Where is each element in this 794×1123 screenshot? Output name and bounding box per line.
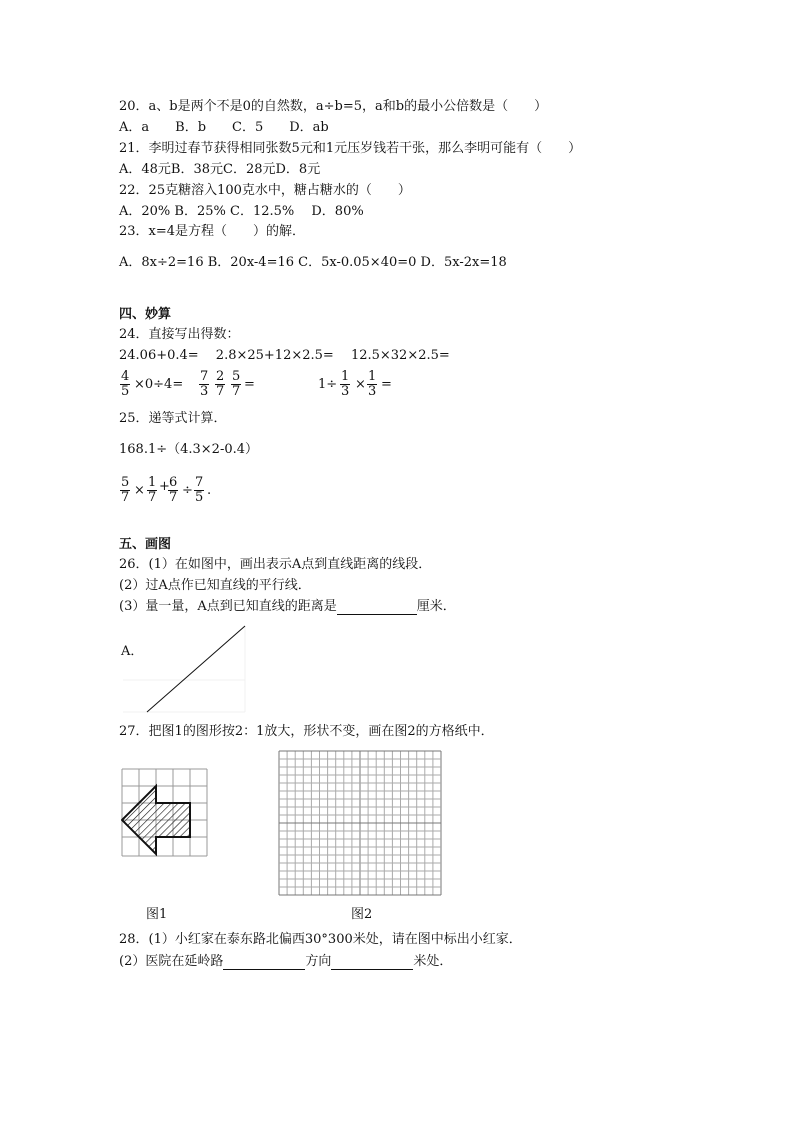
q24-equals-2: = xyxy=(381,377,392,392)
section-4-heading: 四、妙算 xyxy=(119,307,172,322)
q21-stem: 21．李明过春节获得相同张数5元和1元压岁钱若干张，那么李明可能有（ ） xyxy=(119,141,582,156)
arrow-shape xyxy=(122,786,190,854)
q23-options: A．8x÷2=16 B．20x-4=16 C．5x-0.05×40=0 D．5x-2x=18 xyxy=(119,255,507,270)
figure-1-caption: 图1 xyxy=(146,907,168,922)
figure-2-grid-paper xyxy=(278,750,442,896)
fraction-1-3-b: $\frac{1}{3}$ xyxy=(368,369,377,399)
given-line xyxy=(147,626,245,712)
fraction-2-7: $\frac{2}{7}$ xyxy=(216,369,225,399)
fraction-5-7: $\frac{5}{7}$ xyxy=(232,369,241,399)
q26-part2: (2）过A点作已知直线的平行线． xyxy=(119,578,311,593)
q25-div: ÷ xyxy=(182,483,193,498)
fraction-7-5: $\frac{7}{5}$ xyxy=(195,475,204,505)
q24-stem: 24．直接写出得数： xyxy=(119,327,240,342)
fraction-1-3-a: $\frac{1}{3}$ xyxy=(341,369,350,399)
q24-times: × xyxy=(355,377,366,392)
q27-stem: 27．把图1的图形按2：1放大，形状不变，画在图2的方格纸中． xyxy=(119,724,494,739)
q23-stem: 23．x=4是方程（ ）的解． xyxy=(119,224,306,239)
point-a-label: A． xyxy=(121,644,144,659)
q20-options: A．a B．b C．5 D．ab xyxy=(119,120,329,135)
answer-blank[interactable] xyxy=(337,601,417,615)
q24-equals: = xyxy=(244,377,255,392)
direction-blank[interactable] xyxy=(223,956,305,970)
q26-part1: 26．(1）在如图中，画出表示A点到直线距离的线段． xyxy=(119,557,432,572)
distance-blank[interactable] xyxy=(331,956,413,970)
q22-stem: 22．25克糖溶入100克水中，糖占糖水的（ ） xyxy=(119,183,411,198)
fraction-5-7: $\frac{5}{7}$ xyxy=(121,475,130,505)
q25-expr1: 168.1÷（4.3×2-0.4） xyxy=(119,442,259,457)
fraction-1-7: $\frac{1}{7}$ xyxy=(148,475,157,505)
q28-part1: 28．(1）小红家在泰东路北偏西30°300米处，请在图中标出小红家． xyxy=(119,932,522,947)
q22-options: A．20% B．25% C．12.5% D．80% xyxy=(119,204,364,219)
figure-2-caption: 图2 xyxy=(351,907,373,922)
q25-dot: . xyxy=(207,483,212,498)
figure-1-grid xyxy=(121,768,209,858)
section-5-heading: 五、画图 xyxy=(119,537,172,552)
fraction-6-7: $\frac{6}{7}$ xyxy=(169,475,178,505)
q25-stem: 25．递等式计算． xyxy=(119,411,227,426)
q25-plus: + xyxy=(159,479,170,494)
q26-part3: (3）量一量，A点到已知直线的距离是 厘米． xyxy=(119,599,456,614)
q24-row1: 24.06+0.4= 2.8×25+12×2.5= 12.5×32×2.5= xyxy=(119,348,450,363)
q28-part2: (2）医院在延岭路 方向 米处． xyxy=(119,954,453,969)
q24-one-div: 1÷ xyxy=(318,377,338,392)
q24-expr1: ×0÷4= xyxy=(134,377,184,392)
line-figure xyxy=(119,624,249,716)
fraction-7-3: $\frac{7}{3}$ xyxy=(200,369,209,399)
fraction-4-5: $\frac{4}{5}$ xyxy=(121,369,130,399)
q21-options: A．48元B．38元C．28元D．8元 xyxy=(119,162,321,177)
q25-times: × xyxy=(134,483,145,498)
q20-stem: 20．a、b是两个不是0的自然数，a÷b=5，a和b的最小公倍数是（ ） xyxy=(119,99,548,114)
